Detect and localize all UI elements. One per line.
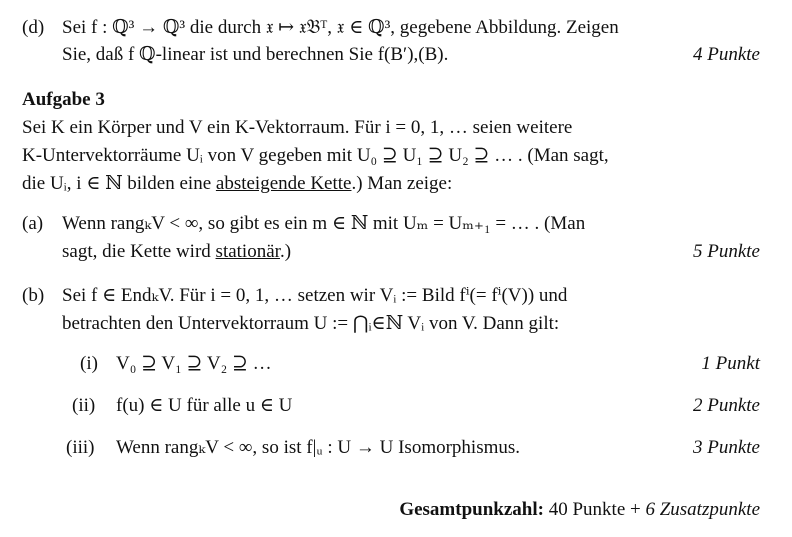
part-a-label: (a) — [22, 213, 44, 234]
total-value: 40 Punkte + — [548, 499, 641, 520]
part-d-line1: Sei f : ℚ³ → ℚ³ die durch 𝔵 ↦ 𝔵𝔅ᵀ, 𝔵 ∈ ℚ³, gegebene Abbildung. Zeigen — [62, 17, 619, 38]
part-d-label: (d) — [22, 17, 45, 38]
item-iii-text: Wenn rangₖV < ∞, so ist f|ᵤ : U → U Isomorphismus. — [116, 437, 521, 458]
part-d-line2: Sie, daß f ℚ-linear ist und berechnen Sie f(B′),(B). — [62, 44, 449, 65]
item-i-points: 1 Punkt — [701, 353, 760, 374]
part-a-line2-tail: .) — [279, 241, 292, 262]
part-a-points: 5 Punkte — [692, 241, 760, 262]
item-iii-points: 3 Punkte — [692, 437, 760, 458]
aufgabe-3-heading: Aufgabe 3 — [22, 89, 105, 110]
item-i-label: (i) — [80, 353, 98, 374]
total-points-line — [399, 498, 760, 522]
part-b-line1: Sei f ∈ EndₖV. Für i = 0, 1, … setzen wir Vᵢ := Bild fⁱ(= fⁱ(V)) und — [62, 285, 568, 306]
term-stationaer: stationär — [215, 241, 280, 262]
intro-line-2: K-Untervektorräume Uᵢ von V gegeben mit U₀ ⊇ U₁ ⊇ U₂ ⊇ … . (Man sagt, — [22, 145, 609, 166]
intro-line-3-tail: .) Man zeige: — [351, 173, 453, 194]
term-absteigende-kette: absteigende Kette — [215, 173, 352, 194]
total-extra: 6 Zusatzpunkte — [645, 499, 760, 520]
intro-line-3 — [22, 172, 452, 196]
item-ii-label: (ii) — [72, 395, 96, 416]
intro-line-3-text: die Uᵢ, i ∈ ℕ bilden eine — [22, 173, 216, 194]
part-a-line2 — [62, 240, 291, 264]
part-d-points: 4 Punkte — [692, 44, 760, 65]
item-ii-points: 2 Punkte — [692, 395, 760, 416]
part-a-line2-text: sagt, die Kette wird — [62, 241, 216, 262]
item-iii-label: (iii) — [66, 437, 95, 458]
part-b-line2: betrachten den Untervektorraum U := ⋂ᵢ∈ℕ Vᵢ von V. Dann gilt: — [62, 313, 560, 334]
item-ii-text: f(u) ∈ U für alle u ∈ U — [116, 395, 293, 416]
part-b-label: (b) — [22, 285, 45, 306]
intro-line-1: Sei K ein Körper und V ein K-Vektorraum. Für i = 0, 1, … seien weitere — [22, 117, 573, 138]
item-i-text: V₀ ⊇ V₁ ⊇ V₂ ⊇ … — [116, 353, 272, 374]
part-a-line1: Wenn rangₖV < ∞, so gibt es ein m ∈ ℕ mit Uₘ = Uₘ₊₁ = … . (Man — [62, 213, 586, 234]
total-label: Gesamtpunkzahl: — [399, 499, 544, 520]
